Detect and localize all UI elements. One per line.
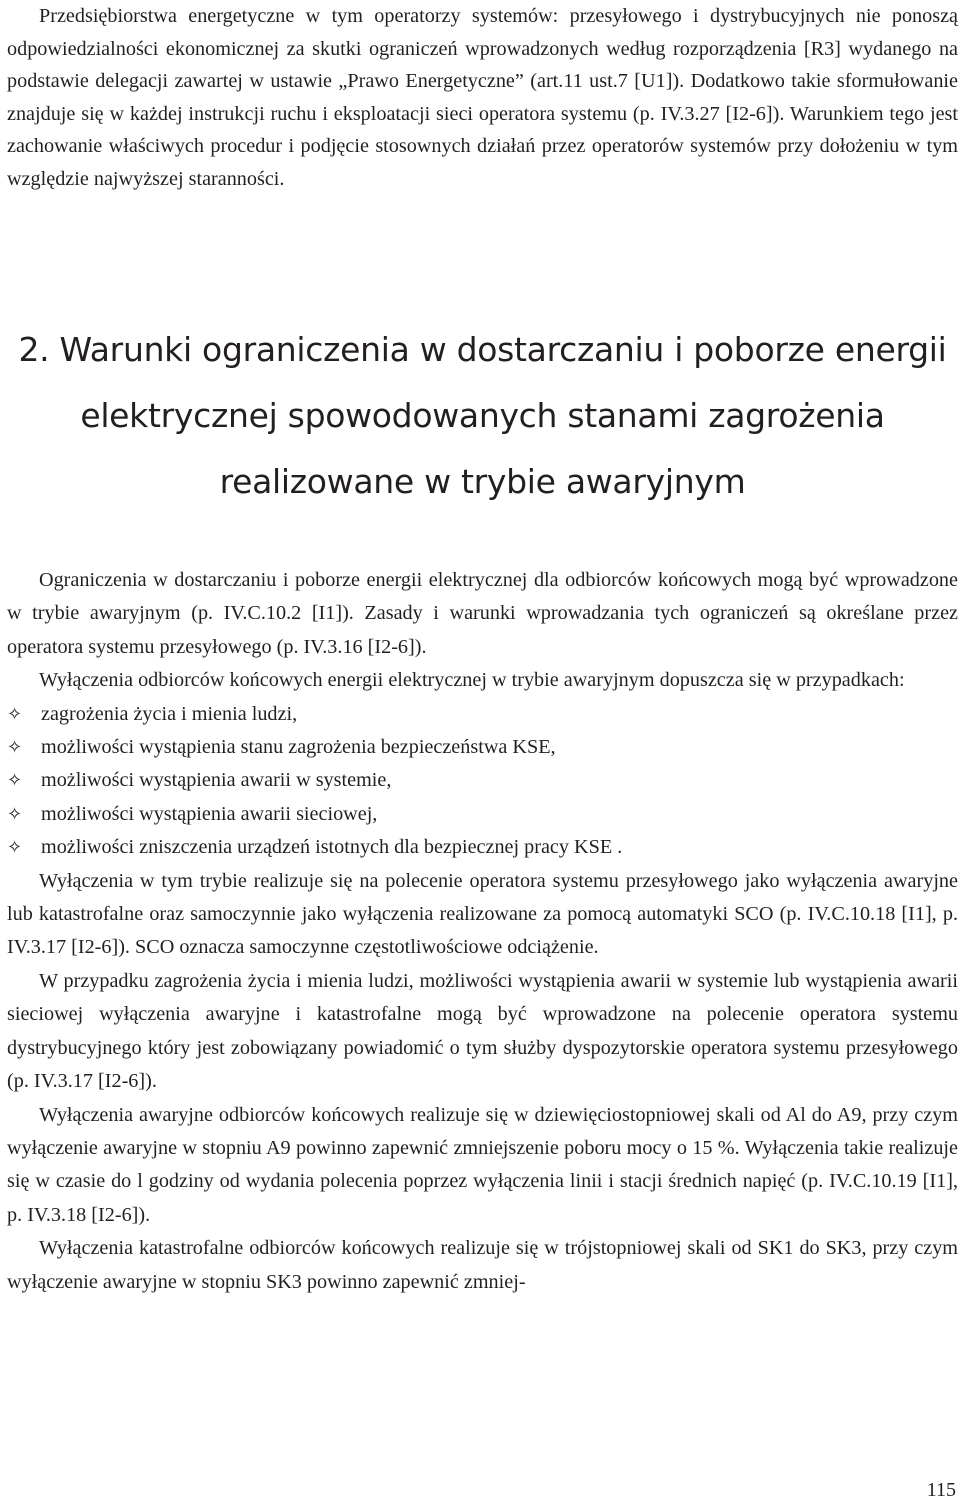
list-item-text: możliwości zniszczenia urządzeń istotnych dla bezpiecznej pracy KSE . [41,836,623,859]
list-item-text: zagrożenia życia i mienia ludzi, [41,702,298,725]
list-item-text: możliwości wystąpienia stanu zagrożenia bezpieczeństwa KSE, [41,736,556,759]
section-heading-line-2: elektrycznej spowodowanych stanami zagrożenia [80,396,885,435]
paragraph-cases-intro: Wyłączenia odbiorców końcowych energii elektrycznej w trybie awaryjnym dopuszcza się w przypadkach: [39,669,905,692]
paragraph-operator-mode: Wyłączenia w tym trybie realizuje się na polecenie operatora systemu przesyłowego jako wyłączenia awaryjne lub katastrofalne oraz samoczynnie jako wyłączenia realizowane za pomocą automatyki SCO (p. IV.C.10.18 [I1], p. IV.3.17 [I2-6]). SCO oznacza samoczynne częstotliwościowe odciążenie. [7,869,958,959]
list-item [7,798,958,831]
list-item [7,764,958,797]
section-heading-line-1: 2. Warunki ograniczenia w dostarczaniu i poborze energii [18,330,947,369]
section-heading [7,317,958,515]
section-body [7,564,958,1299]
paragraph-distribution-operator: W przypadku zagrożenia życia i mienia ludzi, możliwości wystąpienia awarii w systemie lub wystąpienia awarii sieciowej wyłączenia awaryjne i katastrofalne mogą być wprowadzone na polecenie operatora systemu dystrybucyjnego który jest zobowiązany powiadomić o tym służby dyspozytorskie operatora systemu przesyłowego (p. IV.3.17 [I2-6]). [7,969,958,1093]
list-item-text: możliwości wystąpienia awarii sieciowej, [41,802,378,825]
diamond-star-bullet-icon: ✧ [7,703,23,725]
list-item [7,831,958,864]
list-item [7,698,958,731]
section-heading-line-3: realizowane w trybie awaryjnym [219,462,746,501]
diamond-star-bullet-icon: ✧ [7,803,23,825]
paragraph-emergency-scale: Wyłączenia awaryjne odbiorców końcowych realizuje się w dziewięciostopniowej skali od Al do A9, przy czym wyłączenie awaryjne w stopniu A9 powinno zapewnić zmniejszenie poboru mocy o 15 %. Wyłączenia takie realizuje się w czasie do l godziny od wydania polecenia poprzez wyłączenia linii i stacji średnich napięć (p. IV.C.10.19 [I1], p. IV.3.18 [I2-6]). [7,1103,958,1226]
cases-list [7,698,958,865]
list-item-text: możliwości wystąpienia awarii w systemie, [41,769,392,792]
paragraph-catastrophic-scale: Wyłączenia katastrofalne odbiorców końcowych realizuje się w trójstopniowej skali od SK1 do SK3, przy czym wyłączenie awaryjne w stopniu SK3 powinno zapewnić zmniej- [7,1237,958,1293]
list-item [7,731,958,764]
paragraph-restrictions: Ograniczenia w dostarczaniu i poborze energii elektrycznej dla odbiorców końcowych mogą być wprowadzone w trybie awaryjnym (p. IV.C.10.2 [I1]). Zasady i warunki wprowadzania tych ograniczeń są określane przez operatora systemu przesyłowego (p. IV.3.16 [I2-6]). [7,569,958,658]
diamond-star-bullet-icon: ✧ [7,770,23,792]
intro-paragraph: Przedsiębiorstwa energetyczne w tym operatorzy systemów: przesyłowego i dystrybucyjnych nie ponoszą odpowiedzialności ekonomicznej za skutki ograniczeń wprowadzonych według rozporządzenia [R3] wydanego na podstawie delegacji zawartej w ustawie „Prawo Energetyczne” (art.11 ust.7 [U1]). Dodatkowo takie sformułowanie znajduje się w każdej instrukcji ruchu i eksploatacji sieci operatora systemu (p. IV.3.27 [I2-6]). Warunkiem tego jest zachowanie właściwych procedur i podjęcie stosownych działań przez operatorów systemów przy dołożeniu w tym względzie najwyższej staranności. [7,5,958,190]
page-number: 115 [926,1479,956,1501]
diamond-star-bullet-icon: ✧ [7,837,23,859]
diamond-star-bullet-icon: ✧ [7,737,23,759]
